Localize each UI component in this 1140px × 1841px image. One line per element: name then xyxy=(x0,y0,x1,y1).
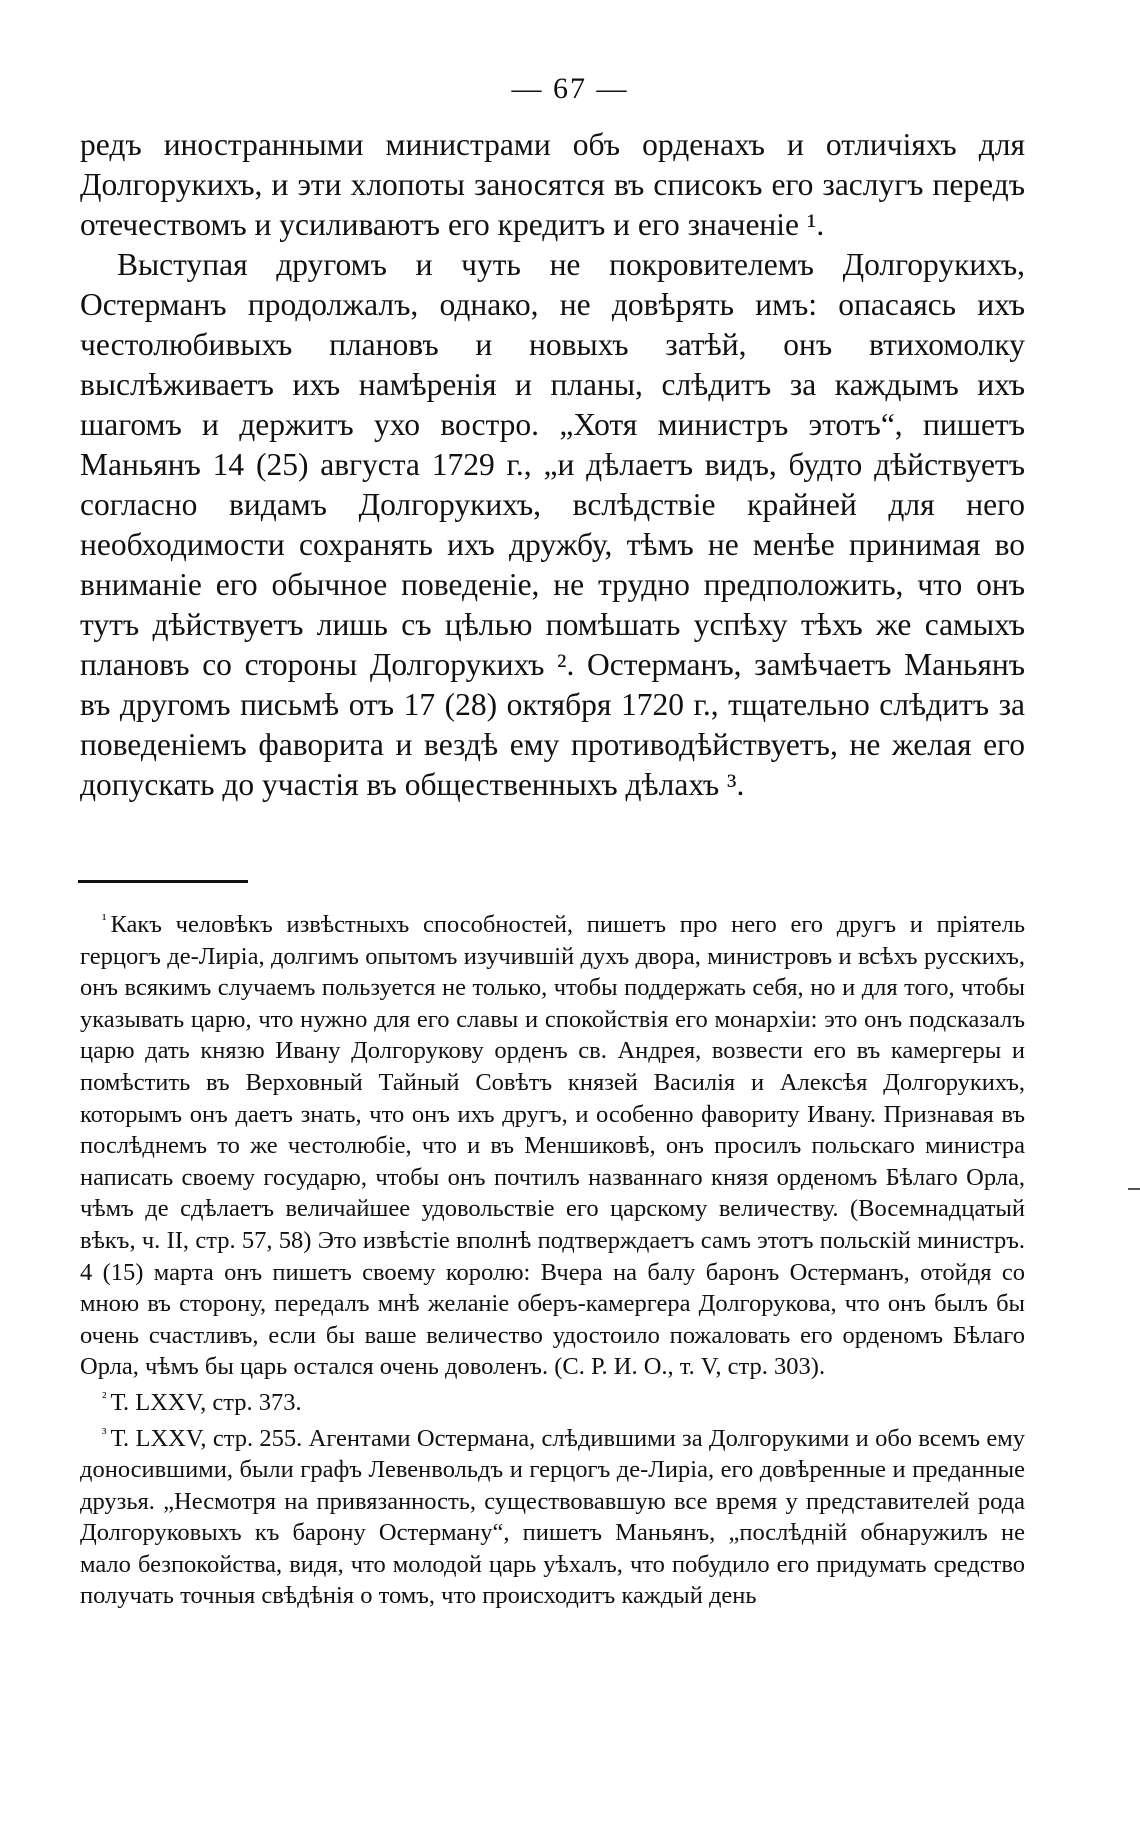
footnotes xyxy=(80,905,1025,1612)
footnote-1 xyxy=(80,905,1025,1383)
footnote-separator xyxy=(78,880,248,883)
page-number: — 67 — xyxy=(511,72,629,105)
paragraph-osterman: Выступая другомъ и чуть не покровителемъ Долгорукихъ, Остерманъ продолжалъ, однако, не довѣрять имъ: опасаясь ихъ честолюбивыхъ плановъ и новыхъ затѣй, онъ втихомолку выслѣживаетъ ихъ намѣренія и планы, слѣдитъ за каждымъ ихъ шагомъ и держитъ ухо востро. „Хотя министръ этотъ“, пишетъ Маньянъ 14 (25) августа 1729 г., „и дѣлаетъ видъ, будто дѣйствуетъ согласно видамъ Долгорукихъ, вслѣдствіе крайней для него необходимости сохранять ихъ дружбу, тѣмъ не менѣе принимая во вниманіе его обычное поведеніе, не трудно предположить, что онъ тутъ дѣйствуетъ лишь съ цѣлью помѣшать успѣху тѣхъ же самыхъ плановъ со стороны Долгорукихъ ². Остерманъ, замѣчаетъ Маньянъ въ другомъ письмѣ отъ 17 (28) октября 1720 г., тщательно слѣдитъ за поведеніемъ фаворита и вездѣ ему противодѣйствуетъ, не желая его допускать до участія въ общественныхъ дѣлахъ ³. xyxy=(80,247,1025,802)
footnote-2-mark: ² xyxy=(102,1389,107,1406)
paragraph-continuation: редъ иностранными министрами объ орденахъ и отличіяхъ для Долгорукихъ, и эти хлопоты заносятся въ списокъ его заслугъ передъ отечествомъ и усиливаютъ его кредитъ и его значеніе ¹. xyxy=(80,127,1025,242)
margin-tick-mark xyxy=(1128,1188,1140,1190)
footnote-3-mark: ³ xyxy=(102,1425,107,1442)
footnote-2 xyxy=(80,1383,1025,1419)
footnote-1-mark: ¹ xyxy=(102,912,107,928)
footnote-3 xyxy=(80,1419,1025,1613)
main-text xyxy=(80,125,1025,805)
footnote-1-text: Какъ человѣкъ извѣстныхъ способностей, пишетъ про него его другъ и пріятель герцогъ де-Лиріа, долгимъ опытомъ изучившій духъ двора, министровъ и всѣхъ русскихъ, онъ всякимъ случаемъ пользуется не только, чтобы поддержать себя, но и для того, чтобы указывать царю, что нужно для его славы и спокойствія его монархіи: это онъ подсказалъ царю дать князю Ивану Долгорукову орденъ св. Андрея, возвести его въ камергеры и помѣстить въ Верховный Тайный Совѣтъ князей Василія и Алексѣя Долгорукихъ, которымъ онъ даетъ знать, что онъ ихъ другъ, и особенно фавориту Ивану. Признавая въ послѣднемъ то же честолюбіе, что и въ Меншиковѣ, онъ просилъ польскаго министра написать своему государю, чтобы онъ почтилъ названнаго князя орденомъ Бѣлаго Орла, чѣмъ де сдѣлаетъ величайшее удовольствіе его царскому величеству. (Восемнадцатый вѣкъ, ч. II, стр. 57, 58) Это извѣстіе вполнѣ подтверждаетъ самъ этотъ польскій министръ. 4 (15) марта онъ пишетъ своему королю: Вчера на балу баронъ Остерманъ, отойдя со мною въ сторону, передалъ мнѣ желаніе оберъ-камергера Долгорукова, что онъ былъ бы очень счастливъ, если бы ваше величество удостоило пожаловать его орденомъ Бѣлаго Орла, чѣмъ бы царь остался очень доволенъ. (С. Р. И. О., т. V, стр. 303). xyxy=(80,911,1025,1381)
footnote-2-text: Т. LXXV, стр. 373. xyxy=(110,1388,302,1416)
footnote-3-text: Т. LXXV, стр. 255. Агентами Остермана, слѣдившими за Долгорукими и обо всемъ ему доносившими, были графъ Левенвольдъ и герцогъ де-Лиріа, его довѣренные и преданные друзья. „Несмотря на привязанность, существовавшую все время у представителей рода Долгоруковыхъ къ барону Остерману“, пишетъ Маньянъ, „послѣдній обнаружилъ не мало безпокойства, видя, что молодой царь уѣхалъ, что побудило его придумать средство получать точныя свѣдѣнія о томъ, что происходитъ каждый день xyxy=(80,1424,1025,1610)
